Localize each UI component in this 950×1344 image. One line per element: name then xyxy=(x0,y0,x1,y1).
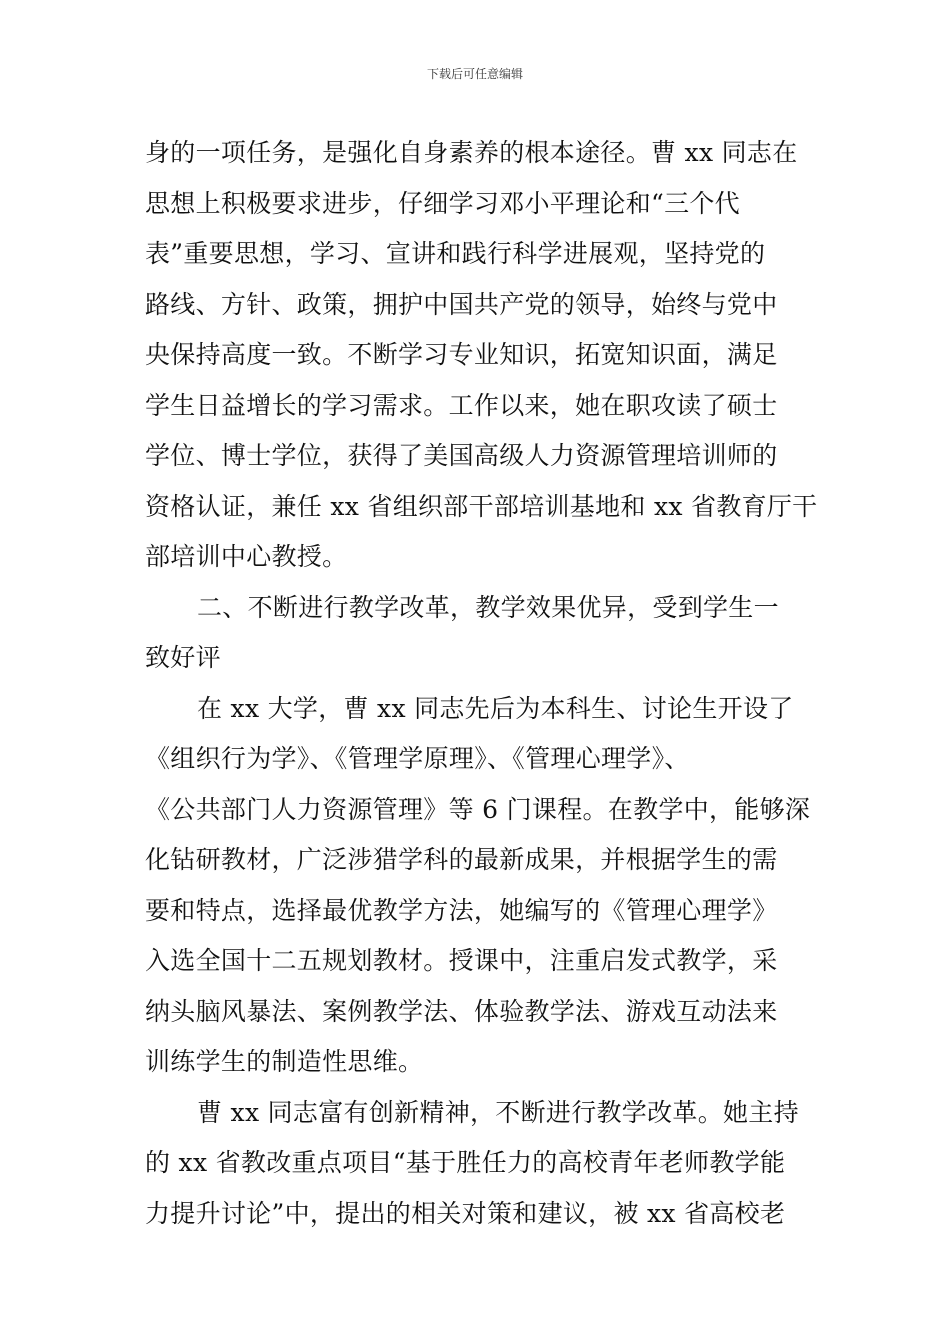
text-line-15: 化钻研教材，广泛涉猎学科的最新成果，并根据学生的需 xyxy=(145,845,778,874)
text-line-13: 《组织行为学》、《管理学原理》、《管理心理学》、 xyxy=(145,744,690,773)
text-line-17: 入选全国十二五规划教材。授课中，注重启发式教学，采 xyxy=(145,946,778,975)
text-line-1: 身的一项任务，是强化自身素养的根本途径。曹 xx 同志在 xyxy=(145,138,798,167)
text-line-4: 路线、方针、政策，拥护中国共产党的领导，始终与党中 xyxy=(145,289,778,319)
document-body xyxy=(145,128,818,1239)
text-line-9: 部培训中心教授。 xyxy=(145,542,348,571)
text-line-12: 在 xx 大学，曹 xx 同志先后为本科生、讨论生开设了 xyxy=(197,693,794,723)
text-line-18: 纳头脑风暴法、案例教学法、体验教学法、游戏互动法来 xyxy=(145,996,778,1026)
text-line-2: 思想上积极要求进步，仔细学习邓小平理论和“三个代 xyxy=(145,188,740,218)
text-line-14: 《公共部门人力资源管理》等 6 门课程。在教学中，能够深 xyxy=(145,794,811,824)
text-line-21: 的 xx 省教改重点项目“基于胜任力的高校青年老师教学能 xyxy=(145,1148,786,1177)
page-header-note: 下载后可任意编辑 xyxy=(426,67,523,81)
text-line-22: 力提升讨论”中，提出的相关对策和建议，被 xx 省高校老 xyxy=(145,1198,786,1228)
text-line-3: 表”重要思想，学习、宣讲和践行科学进展观，坚持党的 xyxy=(145,239,766,268)
text-line-16: 要和特点，选择最优教学方法，她编写的《管理心理学》 xyxy=(145,895,778,925)
text-line-19: 训练学生的制造性思维。 xyxy=(145,1047,424,1076)
text-line-20: 曹 xx 同志富有创新精神，不断进行教学改革。她主持 xyxy=(197,1097,799,1127)
section-heading-line-2: 致好评 xyxy=(145,643,221,672)
section-heading-line-1: 二、不断进行教学改革，教学效果优异，受到学生一 xyxy=(197,592,779,622)
text-line-5: 央保持高度一致。不断学习专业知识，拓宽知识面，满足 xyxy=(145,340,778,369)
text-line-6: 学生日益增长的学习需求。工作以来，她在职攻读了硕士 xyxy=(145,390,778,420)
text-line-7: 学位、博士学位，获得了美国高级人力资源管理培训师的 xyxy=(145,441,778,470)
text-line-8: 资格认证，兼任 xx 省组织部干部培训基地和 xx 省教育厅干 xyxy=(145,491,818,521)
